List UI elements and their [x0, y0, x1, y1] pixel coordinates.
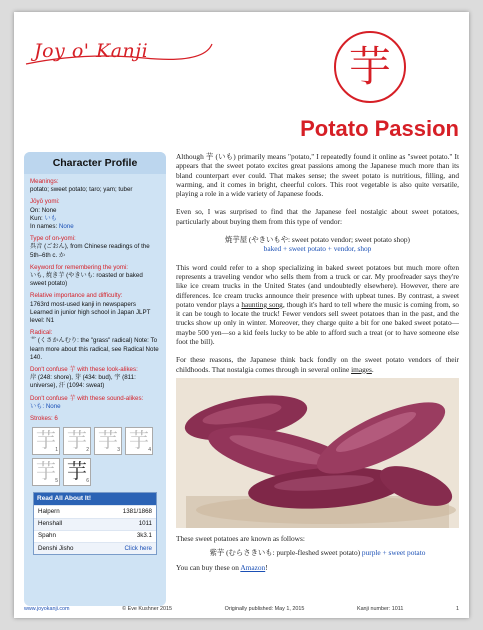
paragraph-4: For these reasons, the Japanese think back fondly on the sweet potato vendors of their childhoods. That nostalgia comes through in several online images. [176, 355, 459, 374]
stroke-step: 芋 1 [32, 427, 60, 455]
logo[interactable] [24, 30, 214, 70]
stroke-step: 芋 6 [63, 458, 91, 486]
footer-copyright: © Eve Kushner 2015 [122, 606, 172, 612]
amazon-link[interactable]: Amazon [240, 562, 266, 572]
lookalike-text[interactable]: 岸 (248: shore), 芽 (434: bud), 宇 (811: universe), 汗 (1094: sweat) [30, 374, 136, 390]
kanji-character: 芋 [348, 42, 391, 91]
frequency-section [30, 292, 160, 325]
names-prefix: In names: [30, 223, 59, 231]
article-body [176, 152, 459, 572]
lookalike-section [30, 366, 160, 391]
joyo-label: Jōyō yomi: [30, 198, 60, 206]
on-reading: On: None [30, 206, 57, 214]
page-title: Potato Passion [300, 116, 459, 141]
radical-text[interactable]: 艹 (くさかんむり: the "grass" radical) Note: To learn more about this radical, see Radical Note 140. [30, 337, 159, 361]
type-section [30, 235, 160, 260]
keyword-section [30, 264, 160, 289]
paragraph-3: This word could refer to a shop specializing in baked sweet potatoes but much more often represents a traveling vendor who sells them from a truck or car. My proofreader says they're like ice cream trucks in the United States (and undoubtedly elsewhere). However, there are differences. Ice cream trucks announce their presence with upbeat tunes. By contrast, a sweet potato vendor plays a haunting song, though it's hard to tell where the music is coming from, so it can be tough to locate the truck! Fewer vendors sell sweet potatoes than in the past, and the trucks show up only in winter. Moreover, they charge quite a bit for one baked sweet potato—maybe 500 yen—so a kid feels lucky to be able to afford such a treat (or to have someone else foot the bill). [176, 262, 459, 347]
keyword-label: Keyword for remembering the yomi: [30, 263, 129, 271]
frequency-text: 1763rd most-used kanji in newspapers Learned in junior high school in Japan JLPT level: N1 [30, 300, 151, 325]
radical-section [30, 329, 160, 362]
haunting-song-link[interactable]: haunting song [241, 299, 283, 309]
page [14, 12, 469, 618]
footer-kanji-number: Kanji number: 1011 [356, 606, 404, 612]
type-label: Type of on-yomi: [30, 235, 76, 243]
purple-breakdown: purple + sweet potato [361, 548, 426, 558]
names-value: None [58, 223, 74, 231]
stroke-step: 芋 2 [63, 427, 91, 455]
vendor-vocab [176, 235, 459, 254]
stroke-order-grid [32, 427, 160, 486]
read-all-about-it-table [33, 492, 157, 555]
meanings-text: potato; sweet potato; taro; yam; tuber [30, 186, 133, 194]
kun-reading-link[interactable]: いも [44, 214, 57, 222]
sweet-potato-image [176, 378, 459, 528]
stroke-step: 芋 5 [32, 458, 60, 486]
soundalike-label: Don't confuse 芋 with these sound-alikes: [30, 394, 144, 402]
photo-caption: These sweet potatoes are known as follows: [176, 533, 305, 543]
strokes-section [30, 415, 160, 486]
footer-published: Originally published: May 1, 2015 [224, 606, 305, 612]
footer-page-number: 1 [455, 606, 459, 612]
table-row[interactable]: Denshi Jisho Click here [34, 542, 156, 554]
joyo-yomi-section [30, 198, 160, 231]
frequency-label: Relative importance and difficulty: [30, 292, 123, 300]
table-row: Henshall 1011 [34, 518, 156, 530]
stroke-step: 芋 4 [125, 427, 153, 455]
keyword-text: いも, 焼き芋 (やきいも: roasted or baked sweet potato) [30, 272, 143, 288]
meanings-label: Meanings: [30, 178, 59, 185]
meanings-section [30, 178, 160, 194]
sidebar-heading: Character Profile [24, 152, 166, 174]
purple-line: 紫芋 (むらさきいも: purple-fleshed sweet potato) [209, 548, 361, 558]
sweet-potato-photo [176, 378, 459, 528]
paragraph-2: Even so, I was surprised to find that the Japanese feel nostalgic about sweet potatoes, particularly about buying them from this type of vendor: [176, 207, 459, 226]
strokes-label: Strokes: 6 [30, 415, 58, 423]
buy-line: You can buy these on Amazon! [176, 562, 268, 572]
type-text: 呉音 (ごおん), from Chinese readings of the 5th–6th c. か [30, 243, 150, 259]
vendor-line: 焼芋屋 (やきいもや: sweet potato vendor; sweet potato shop) [225, 235, 410, 245]
denshi-jisho-link[interactable]: Click here [124, 544, 152, 552]
vendor-breakdown: baked + sweet potato + vendor, shop [263, 244, 372, 254]
table-row: Halpern 1381/1868 [34, 505, 156, 517]
kanji-emblem [334, 31, 406, 103]
readall-heading: Read All About It! [34, 493, 156, 505]
table-row: Spahn 3k3.1 [34, 530, 156, 542]
radical-label: Radical: [30, 329, 53, 337]
lookalike-label: Don't confuse 芋 with these look-alikes: [30, 366, 138, 374]
stroke-step: 芋 3 [94, 427, 122, 455]
paragraph-1: Although 芋 (いも) primarily means "potato," I repeatedly found it online as "sweet potato." It appears that the sweet potato excites great passions among the Japanese much more than its bland counterpart ever could. That makes sense; the sweet potato is nutritious, filling, and warming, and it comes in bright, cheerful colors. This root vegetable is also quite versatile, playing a role in a wide variety of Japanese foods. [176, 152, 459, 199]
character-profile-sidebar [24, 152, 166, 606]
purple-vocab [176, 548, 459, 557]
footer-site-link[interactable]: www.joyokanji.com [24, 606, 70, 612]
images-link[interactable]: images [351, 364, 372, 374]
soundalike-section [30, 395, 160, 411]
kun-prefix: Kun: [30, 214, 45, 222]
soundalike-text: いも: None [30, 402, 61, 410]
footer [24, 606, 459, 612]
logo-text: Joy o' Kanji [34, 40, 149, 62]
